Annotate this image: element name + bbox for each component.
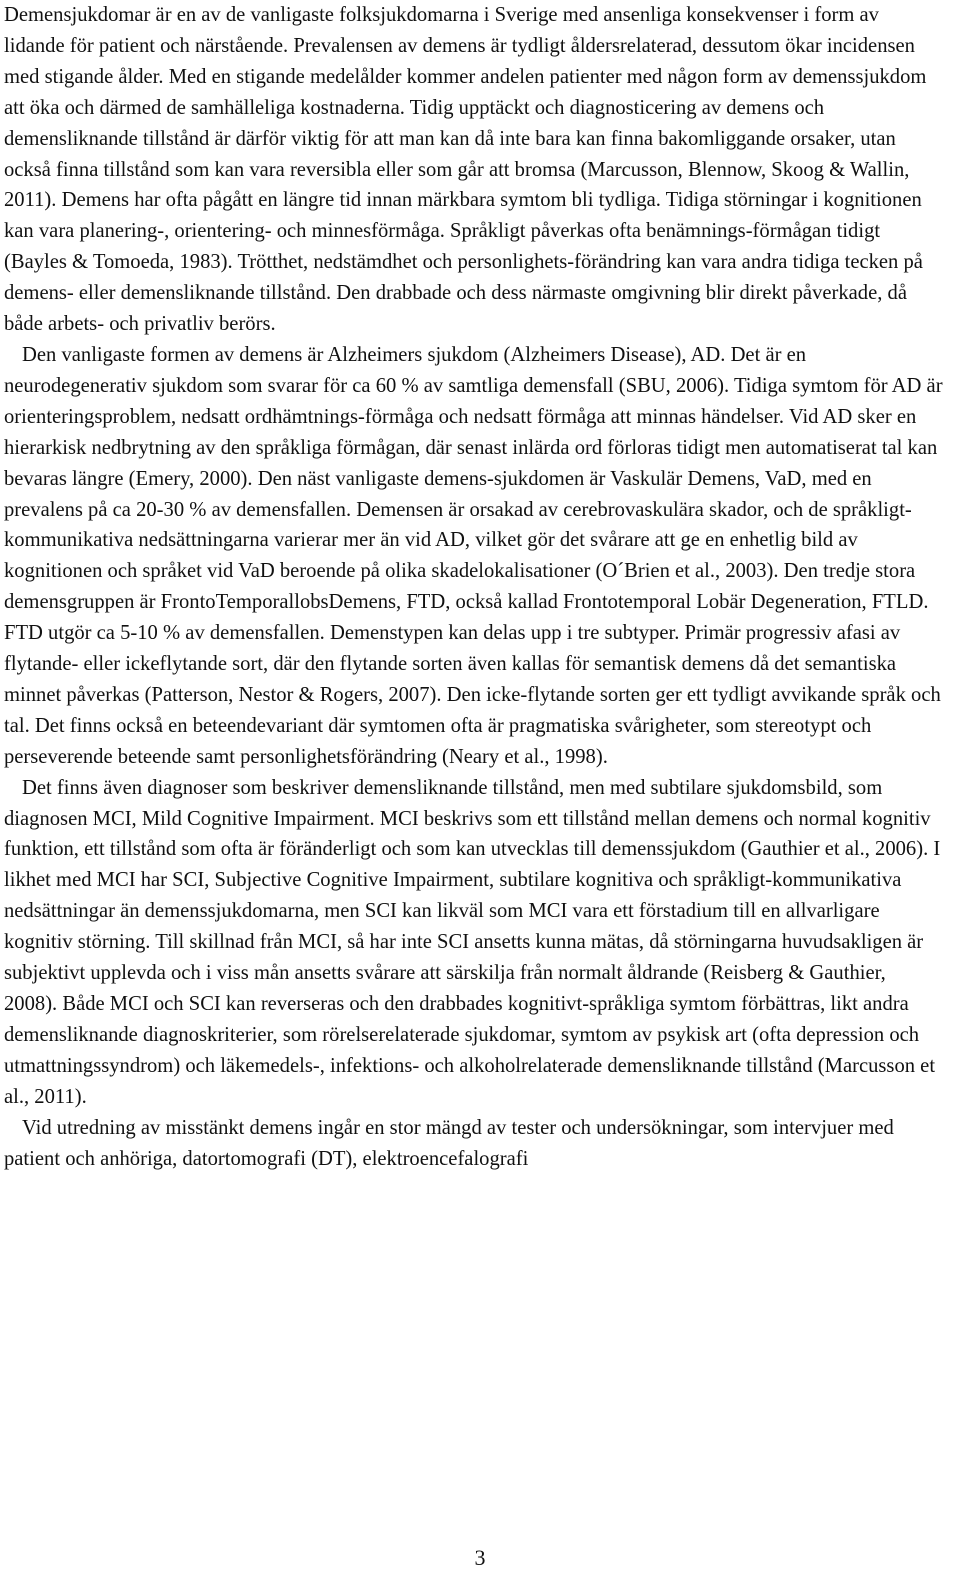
paragraph-dementia-types: Den vanligaste formen av demens är Alzheimers sjukdom (Alzheimers Disease), AD. Det är en neurodegenerativ sjukdom som svarar för ca 60 % av samtliga demensfall (SBU, 2006). Tidiga symtom för AD är orienteringsproblem, nedsatt ordhämtnings-förmåga och nedsatt förmåga att minnas händelser. Vid AD sker en hierarkisk nedbrytning av den språkliga förmågan, där senast inlärda ord förloras tidigt men automatiserat tal kan bevaras längre (Emery, 2000). Den näst vanligaste demens-sjukdomen är Vaskulär Demens, VaD, med en prevalens på ca 20-30 % av demensfallen. Demensen är orsakad av cerebrovaskulära skador, och de språkligt-kommunikativa nedsättningarna varierar mer än vid AD, vilket gör det svårare att ge en enhetlig bild av kognitionen och språket vid VaD beroende på olika skadelokalisationer (O´Brien et al., 2003). Den tredje stora demensgruppen är FrontoTemporallobsDemens, FTD, också kallad Frontotemporal Lobär Degeneration, FTLD. FTD utgör ca 5-10 % av demensfallen. Demenstypen kan delas upp i tre subtyper. Primär progressiv afasi av flytande- eller ickeflytande sort, där den flytande sorten även kallas för semantisk demens då det semantiska minnet påverkas (Patterson, Nestor & Rogers, 2007). Den icke-flytande sorten ger ett tydligt avvikande språk och tal. Det finns också en beteendevariant där symtomen ofta är pragmatiska svårigheter, som stereotypt och perseverende beteende samt personlighetsförändring (Neary et al., 1998). (4, 343, 943, 768)
paragraph-assessment: Vid utredning av misstänkt demens ingår en stor mängd av tester och undersökningar, som intervjuer med patient och anhöriga, datortomografi (DT), elektroencefalografi (4, 1116, 894, 1170)
paragraph-mci-sci: Det finns även diagnoser som beskriver demensliknande tillstånd, men med subtilare sjukdomsbild, som diagnosen MCI, Mild Cognitive Impairment. MCI beskrivs som ett tillstånd mellan demens och normal kognitiv funktion, ett tillstånd som ofta är föränderligt och som kan utvecklas till demenssjukdom (Gauthier et al., 2006). I likhet med MCI har SCI, Subjective Cognitive Impairment, subtilare kognitiva och språkligt-kommunikativa nedsättningar än demenssjukdomarna, men SCI kan likväl som MCI vara ett förstadium till en allvarligare kognitiv störning. Till skillnad från MCI, så har inte SCI ansetts kunna mätas, då störningarna huvudsakligen är subjektivt upplevda och i viss mån ansetts svårare att särskilja från normalt åldrande (Reisberg & Gauthier, 2008). Både MCI och SCI kan reverseras och den drabbades kognitivt-språkliga symtom förbättras, likt andra demensliknande diagnoskriterier, som rörelserelaterade sjukdomar, symtom av psykisk art (ofta depression och utmattningssyndrom) och läkemedels-, infektions- och alkoholrelaterade demensliknande tillstånd (Marcusson et al., 2011). (4, 776, 941, 1108)
page-number: 3 (474, 1545, 486, 1570)
document-body (4, 0, 944, 1174)
paragraph-intro: Demensjukdomar är en av de vanligaste folksjukdomarna i Sverige med ansenliga konsekvenser i form av lidande för patient och närstående. Prevalensen av demens är tydligt åldersrelaterad, dessutom ökar incidensen med stigande ålder. Med en stigande medelålder kommer andelen patienter med någon form av demenssjukdom att öka och därmed de samhälleliga kostnaderna. Tidig upptäckt och diagnosticering av demens och demensliknande tillstånd är därför viktig för att man kan då inte bara kan finna bakomliggande orsaker, utan också finna tillstånd som kan vara reversibla eller som går att bromsa (Marcusson, Blennow, Skoog & Wallin, 2011). Demens har ofta pågått en längre tid innan märkbara symtom bli tydliga. Tidiga störningar i kognitionen kan vara planering-, orientering- och minnesförmåga. Språkligt påverkas ofta benämnings-förmågan tidigt (Bayles & Tomoeda, 1983). Trötthet, nedstämdhet och personlighets-förändring kan vara andra tidiga tecken på demens- eller demensliknande tillstånd. Den drabbade och dess närmaste omgivning blir direkt påverkade, då både arbets- och privatliv berörs. (4, 4, 927, 336)
